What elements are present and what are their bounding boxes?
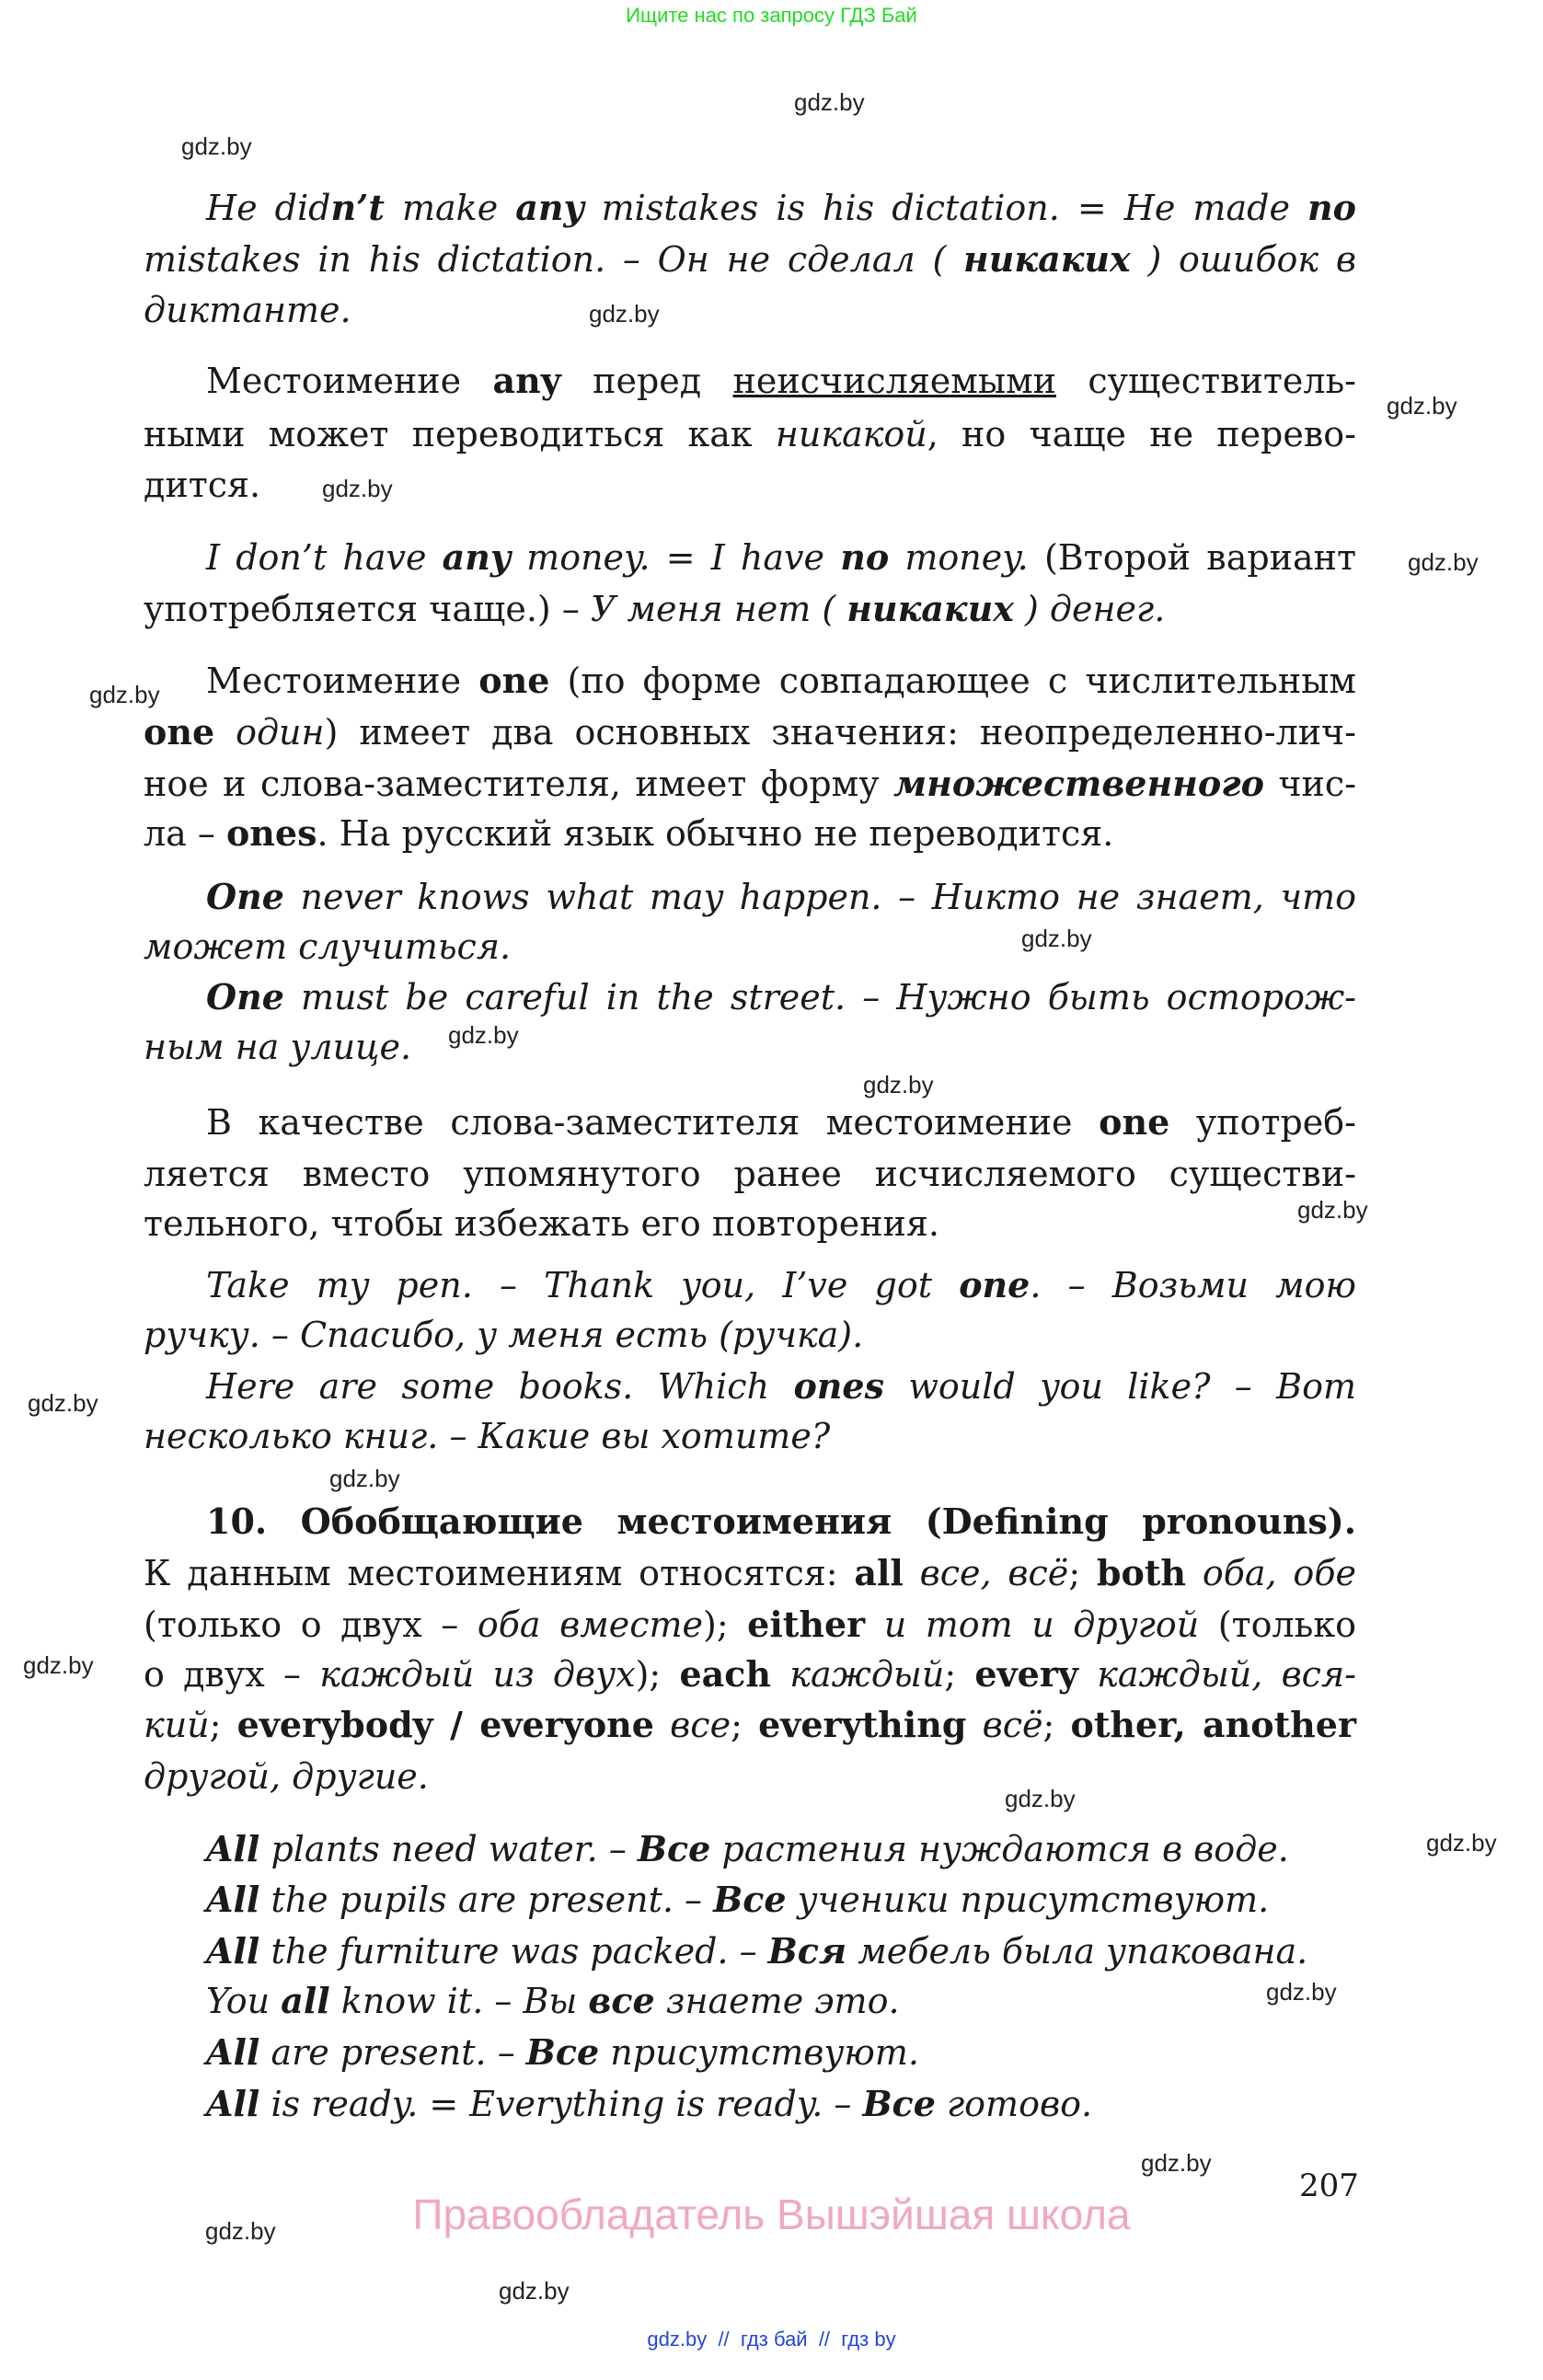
paragraph-line: Местоимение any перед неисчисляемыми существитель- <box>206 360 1356 401</box>
watermark: gdz.by <box>205 2217 276 2245</box>
example-line: ручку. – Спасибо, у меня есть (ручка). <box>144 1315 864 1355</box>
watermark: gdz.by <box>1141 2149 1212 2177</box>
watermark: gdz.by <box>28 1389 98 1417</box>
top-banner[interactable]: Ищите нас по запросу ГДЗ Бай <box>626 4 917 27</box>
example-line: mistakes in his dictation. – Он не сделал ( никаких ) ошибок в <box>144 238 1356 280</box>
watermark: gdz.by <box>1426 1829 1497 1857</box>
watermark: gdz.by <box>589 300 660 328</box>
example-line: One must be careful in the street. – Нужно быть осторож- <box>206 976 1356 1018</box>
watermark: gdz.by <box>1021 925 1092 952</box>
watermark: gdz.by <box>1005 1785 1076 1812</box>
example-line: He didn’t make any mistakes is his dictation. = He made no <box>206 187 1356 228</box>
watermark: gdz.by <box>794 88 865 116</box>
example-line: One never knows what may happen. – Никто не знает, что <box>206 876 1356 917</box>
example-line: You all know it. – Вы все знаете это. <box>206 1980 900 2021</box>
example-line: диктанте. <box>144 290 351 330</box>
paragraph-line: one один) имеет два основных значения: неопределенно-лич- <box>144 711 1357 753</box>
section-title: 10. Обобщающие местоимения (Defining pronouns). <box>206 1500 1356 1542</box>
paragraph-line: В качестве слова-заместителя местоимение one употреб- <box>206 1101 1356 1143</box>
paragraph-line: Местоимение one (по форме совпадающее с числительным <box>206 660 1356 701</box>
watermark: gdz.by <box>1387 392 1457 420</box>
watermark: gdz.by <box>23 1651 94 1679</box>
example-line: Here are some books. Which ones would you like? – Вот <box>206 1365 1356 1407</box>
paragraph-line: дится. <box>144 465 261 505</box>
example-line: All the furniture was packed. – Вся мебель была упакована. <box>206 1930 1308 1972</box>
example-line: All plants need water. – Все растения нуждаются в воде. <box>206 1828 1289 1869</box>
paragraph-line: ными может переводиться как никакой, но чаще не перево- <box>144 414 1356 454</box>
watermark: gdz.by <box>499 2277 570 2305</box>
example-line: All the pupils are present. – Все ученики присутствуют. <box>206 1879 1270 1920</box>
paragraph-line: ла – ones. На русский язык обычно не переводится. <box>144 812 1114 854</box>
watermark: gdz.by <box>1266 1978 1337 2006</box>
paragraph-line: тельного, чтобы избежать его повторения. <box>144 1203 939 1244</box>
example-line: несколько книг. – Какие вы хотите? <box>144 1416 831 1456</box>
watermark: gdz.by <box>329 1465 400 1492</box>
watermark: gdz.by <box>448 1021 519 1049</box>
example-line: употребляется чаще.) – У меня нет ( никаких ) денег. <box>144 588 1166 629</box>
paragraph-line: ляется вместо упомянутого ранее исчисляемого существи- <box>144 1154 1356 1194</box>
paragraph-line: другой, другие. <box>144 1756 429 1797</box>
paragraph-line: (только о двух – оба вместе); either и тот и другой (только <box>144 1604 1356 1645</box>
watermark: gdz.by <box>89 681 160 708</box>
paragraph-line: ное и слова-заместителя, имеет форму множественного чис- <box>144 763 1356 804</box>
example-line: All is ready. = Everything is ready. – Все готово. <box>206 2083 1093 2124</box>
watermark: gdz.by <box>863 1071 934 1098</box>
paragraph-line: о двух – каждый из двух); each каждый; every каждый, вся- <box>144 1653 1356 1695</box>
watermark: gdz.by <box>181 132 252 160</box>
example-line: I don’t have any money. = I have no money. (Второй вариант <box>206 536 1357 578</box>
example-line: All are present. – Все присутствуют. <box>206 2031 919 2073</box>
example-line: Take my pen. – Thank you, I’ve got one. – Возьми мою <box>206 1264 1356 1305</box>
paragraph-line: К данным местоимениям относятся: all все, всё; both оба, обе <box>144 1552 1356 1593</box>
paragraph-line: кий; everybody / everyone все; everything всё; other, another <box>144 1704 1356 1745</box>
watermark: gdz.by <box>1408 548 1479 576</box>
page-number: 207 <box>1299 2167 1359 2204</box>
copyright-notice: Правообладатель Вышэйшая школа <box>412 2190 1131 2238</box>
footer-links[interactable]: gdz.by // гдз бай // гдз by <box>647 2328 896 2351</box>
watermark: gdz.by <box>1297 1196 1368 1224</box>
example-line: ным на улице. <box>144 1027 412 1067</box>
watermark: gdz.by <box>322 475 393 502</box>
example-line: может случиться. <box>144 926 512 967</box>
